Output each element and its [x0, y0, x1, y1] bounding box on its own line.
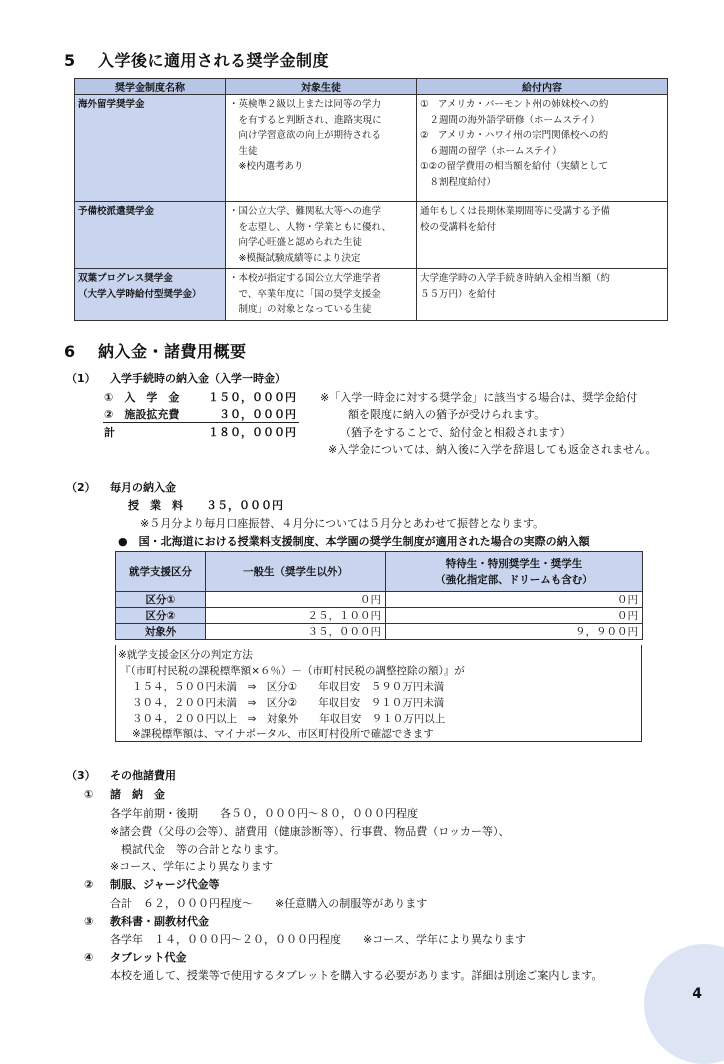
scholarship-table [74, 78, 668, 321]
section5-heading [64, 48, 329, 71]
other-fee-number: ④ [84, 951, 94, 964]
other-fee-line: 模試代金 等の合計となります。 [110, 843, 286, 856]
sub1-title: 入学手続時の納入金（入学一時金） [110, 372, 286, 385]
section5-number: 5 [64, 51, 76, 70]
section5-title: 入学後に適用される奨学金制度 [98, 51, 330, 70]
table-row [116, 608, 643, 624]
header-name: 奨学金制度名称 [75, 79, 226, 95]
special-amount: ９，９００円 [386, 624, 643, 640]
other-fee-number: ② [84, 878, 94, 891]
scholarship-target: ・国公立大学、難関私大等への進学 を志望し、人物・学業ともに優れ、 向学心旺盛と認められた生徒 ※模擬試験成績等により決定 [226, 202, 417, 269]
scholarship-name: 双葉プログレス奨学金 （大学入学時給付型奨学金） [75, 269, 226, 321]
support-category: 区分② [116, 608, 206, 624]
general-amount: ３５，０００円 [206, 624, 386, 640]
fee-total-name: 計 [104, 426, 115, 439]
tuition-note: ※５月分より毎月口座振替、４月分については５月分とあわせて振替となります。 [140, 517, 545, 530]
scholarship-table-header [75, 79, 668, 95]
support-note: 『（市町村民税の課税標準額×６％）－（市町村民税の調整控除の額）』が [120, 665, 465, 677]
payment-table-header [116, 552, 643, 592]
special-amount: ０円 [386, 608, 643, 624]
other-fee-title: タブレット代金 [110, 951, 187, 964]
tuition-amount: ３５，０００円 [206, 499, 283, 512]
other-fee-line: 合計 ６２，０００円程度～ ※任意購入の制服等があります [110, 897, 428, 910]
header-general: 一般生（奨学生以外） [206, 552, 386, 592]
scholarship-target: ・英検準２級以上または同等の学力 を有すると判断され、進路実現に 向け学習意欲の向上が期待される 生徒 ※校内選考あり [226, 95, 417, 202]
section6-title: 納入金・諸費用概要 [98, 342, 247, 361]
sub3-title: その他諸費用 [110, 769, 176, 782]
support-category: 区分① [116, 592, 206, 608]
fee-item-amount: １５０，０００円 [208, 391, 296, 404]
section6-heading [64, 339, 247, 362]
support-note: １５４，５００円未満 ⇒ 区分① 年収目安 ５９０万円未満 [132, 681, 445, 693]
scholarship-benefit: ① アメリカ・バーモント州の姉妹校への約 ２週間の海外語学研修（ホームステイ） ② アメリカ・ハワイ州の宗門関係校への約 ６週間の留学（ホームステイ） ①②の留学費用の相当額を給付（実績として ８割程度給付） [417, 95, 668, 202]
section6-number: 6 [64, 342, 76, 361]
sub3-label: （3） [66, 769, 96, 782]
support-note: ３０４，２００円以上 ⇒ 対象外 年収目安 ９１０万円以上 [132, 713, 446, 725]
other-fee-line: 各学年 １４，０００円～２０，０００円程度 ※コース、学年により異なります [110, 933, 526, 946]
payment-table [115, 551, 643, 640]
page-number: 4 [692, 986, 702, 1002]
sub1-label: （1） [66, 372, 96, 385]
sub2-title: 毎月の納入金 [110, 481, 176, 494]
sub1-note: （猶予をすることで、給付金と相殺されます） [340, 426, 571, 439]
fee-total-amount: １８０，０００円 [208, 426, 296, 439]
support-category: 対象外 [116, 624, 206, 640]
support-note: ※課税標準額は、マイナポータル、市区町村役所で確認できます [132, 728, 434, 740]
other-fee-title: 教科書・副教材代金 [110, 915, 209, 928]
other-fee-line: 本校を通して、授業等で使用するタブレットを購入する必要があります。詳細は別途ご案内します。 [110, 969, 603, 982]
sub2-label: （2） [66, 481, 96, 494]
support-bullet: ● 国・北海道における授業料支援制度、本学園の奨学生制度が適用された場合の実際の納入額 [118, 535, 590, 548]
other-fee-title: 諸 納 金 [110, 788, 165, 801]
table-row [75, 269, 668, 321]
other-fee-line: 各学年前期・後期 各５０，０００円～８０，０００円程度 [110, 807, 418, 820]
header-support-category: 就学支援区分 [116, 552, 206, 592]
general-amount: ０円 [206, 592, 386, 608]
other-fee-title: 制服、ジャージ代金等 [110, 878, 220, 891]
other-fee-line: ※コース、学年により異なります [110, 860, 273, 873]
other-fee-number: ① [84, 788, 94, 801]
tuition-label: 授 業 料 [128, 499, 183, 512]
scholarship-name: 海外留学奨学金 [75, 95, 226, 202]
scholarship-benefit: 通年もしくは長期休業期間等に受講する予備 校の受講料を給付 [417, 202, 668, 269]
support-note: ※就学支援金区分の判定方法 [118, 649, 253, 661]
general-amount: ２５，１００円 [206, 608, 386, 624]
sub1-note: 額を限度に納入の猶予が受けられます。 [348, 408, 546, 421]
table-row [75, 202, 668, 269]
scholarship-benefit: 大学進学時の入学手続き時納入金相当額（約 ５５万円）を給付 [417, 269, 668, 321]
table-row [116, 592, 643, 608]
other-fee-number: ③ [84, 915, 94, 928]
sub1-note: ※入学金については、納入後に入学を辞退しても返金されません。 [328, 443, 657, 456]
header-target: 対象生徒 [226, 79, 417, 95]
table-row [116, 624, 643, 640]
total-divider [103, 422, 299, 423]
table-row [75, 95, 668, 202]
fee-item-amount: ３０，０００円 [219, 408, 296, 421]
sub1-note: ※「入学一時金に対する奨学金」に該当する場合は、奨学金給付 [320, 391, 638, 404]
scholarship-name: 予備校派遣奨学金 [75, 202, 226, 269]
header-benefit: 給付内容 [417, 79, 668, 95]
fee-item-name: ② 施設拡充費 [104, 408, 180, 421]
scholarship-target: ・本校が指定する国公立大学進学者 で、卒業年度に「国の奨学支援金 制度」の対象となっている生徒 [226, 269, 417, 321]
other-fee-line: ※諸会費（父母の会等）、諸費用（健康診断等）、行事費、物品費（ロッカー等）、 [110, 825, 510, 838]
special-amount: ０円 [386, 592, 643, 608]
support-note: ３０４，２００円未満 ⇒ 区分② 年収目安 ９１０万円未満 [132, 697, 445, 709]
header-special: 特待生・特別奨学生・奨学生 （強化指定部、ドリームも含む） [386, 552, 643, 592]
page-corner-decoration [644, 944, 724, 1064]
fee-item-name: ① 入 学 金 [104, 391, 180, 404]
